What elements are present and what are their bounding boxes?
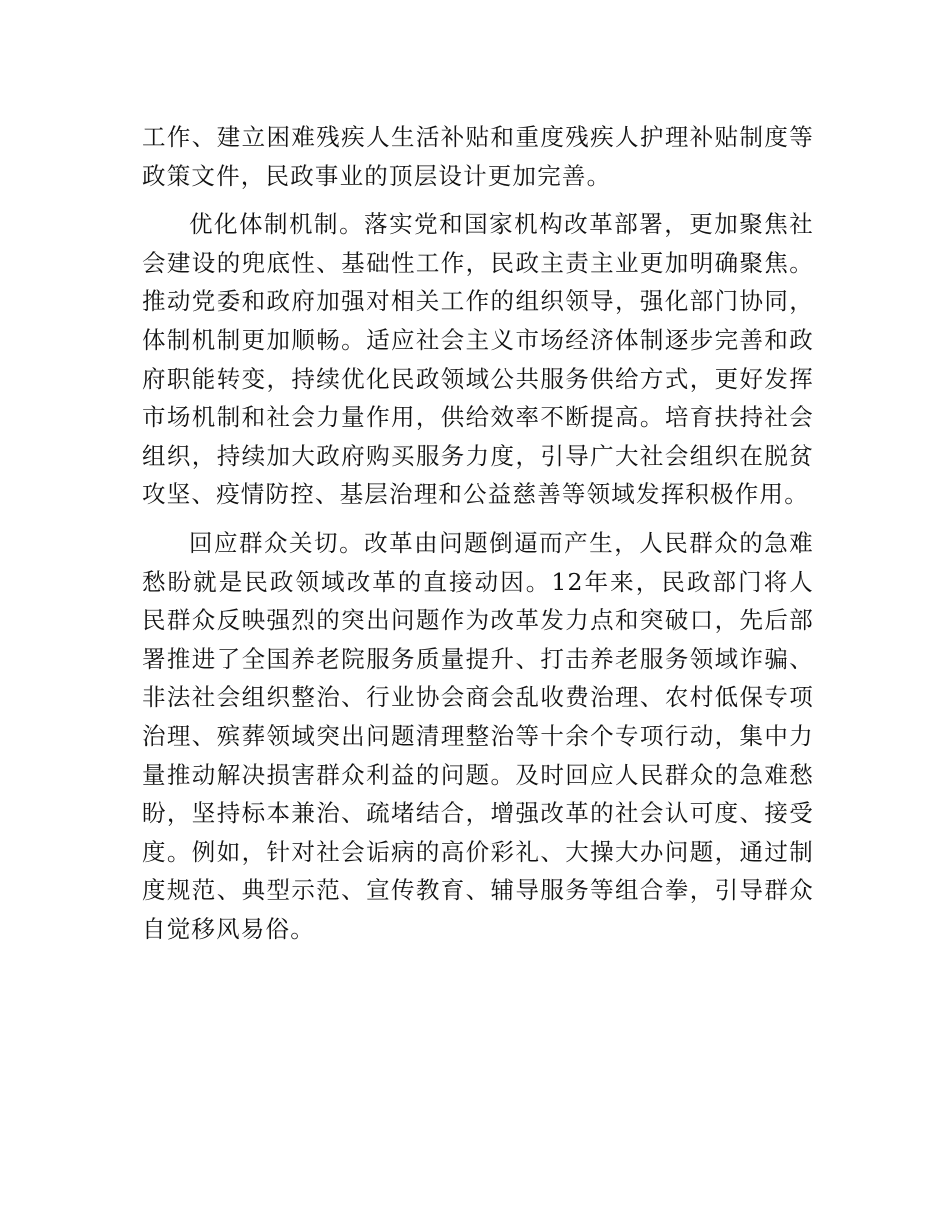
text-line: 政策文件，民政事业的顶层设计更加完善。	[142, 161, 612, 190]
text-line: 组织，持续加大政府购买服务力度，引导广大社会组织在脱贫	[142, 441, 814, 470]
text-line: 推动党委和政府加强对相关工作的组织领导，强化部门协同，	[142, 287, 814, 316]
text-line: 署推进了全国养老院服务质量提升、打击养老服务领域诈骗、	[142, 644, 814, 673]
text-line: 工作、建立困难残疾人生活补贴和重度残疾人护理补贴制度等	[142, 123, 814, 151]
text-line: 市场机制和社会力量作用，供给效率不断提高。培育扶持社会	[142, 403, 814, 432]
text-line: 攻坚、疫情防控、基层治理和公益慈善等领域发挥积极作用。	[142, 480, 809, 509]
text-line: 民群众反映强烈的突出问题作为改革发力点和突破口，先后部	[142, 606, 814, 635]
text-line: 盼，坚持标本兼治、疏堵结合，增强改革的社会认可度、接受	[142, 799, 814, 828]
text-line: 愁盼就是民政领域改革的直接动因。12年来，民政部门将人	[142, 567, 814, 596]
text-line: 府职能转变，持续优化民政领域公共服务供给方式，更好发挥	[142, 364, 814, 393]
text-line: 体制机制更加顺畅。适应社会主义市场经济体制逐步完善和政	[142, 325, 814, 354]
text-line: 回应群众关切。改革由问题倒逼而产生，人民群众的急难	[189, 528, 814, 557]
text-line: 治理、殡葬领域突出问题清理整治等十余个专项行动，集中力	[142, 721, 814, 750]
text-line: 度。例如，针对社会诟病的高价彩礼、大操大办问题，通过制	[142, 837, 814, 866]
text-line: 自觉移风易俗。	[142, 914, 315, 943]
document-body	[142, 118, 814, 958]
paragraph-1	[142, 118, 814, 195]
text-line: 优化体制机制。落实党和国家机构改革部署，更加聚焦社	[189, 210, 814, 239]
text-line: 度规范、典型示范、宣传教育、辅导服务等组合拳，引导群众	[142, 876, 814, 905]
text-line: 非法社会组织整治、行业协会商会乱收费治理、农村低保专项	[142, 683, 814, 712]
text-line: 量推动解决损害群众利益的问题。及时回应人民群众的急难愁	[142, 760, 814, 789]
paragraph-2	[142, 205, 814, 514]
paragraph-3	[142, 524, 814, 949]
text-line: 会建设的兜底性、基础性工作，民政主责主业更加明确聚焦。	[142, 248, 814, 277]
